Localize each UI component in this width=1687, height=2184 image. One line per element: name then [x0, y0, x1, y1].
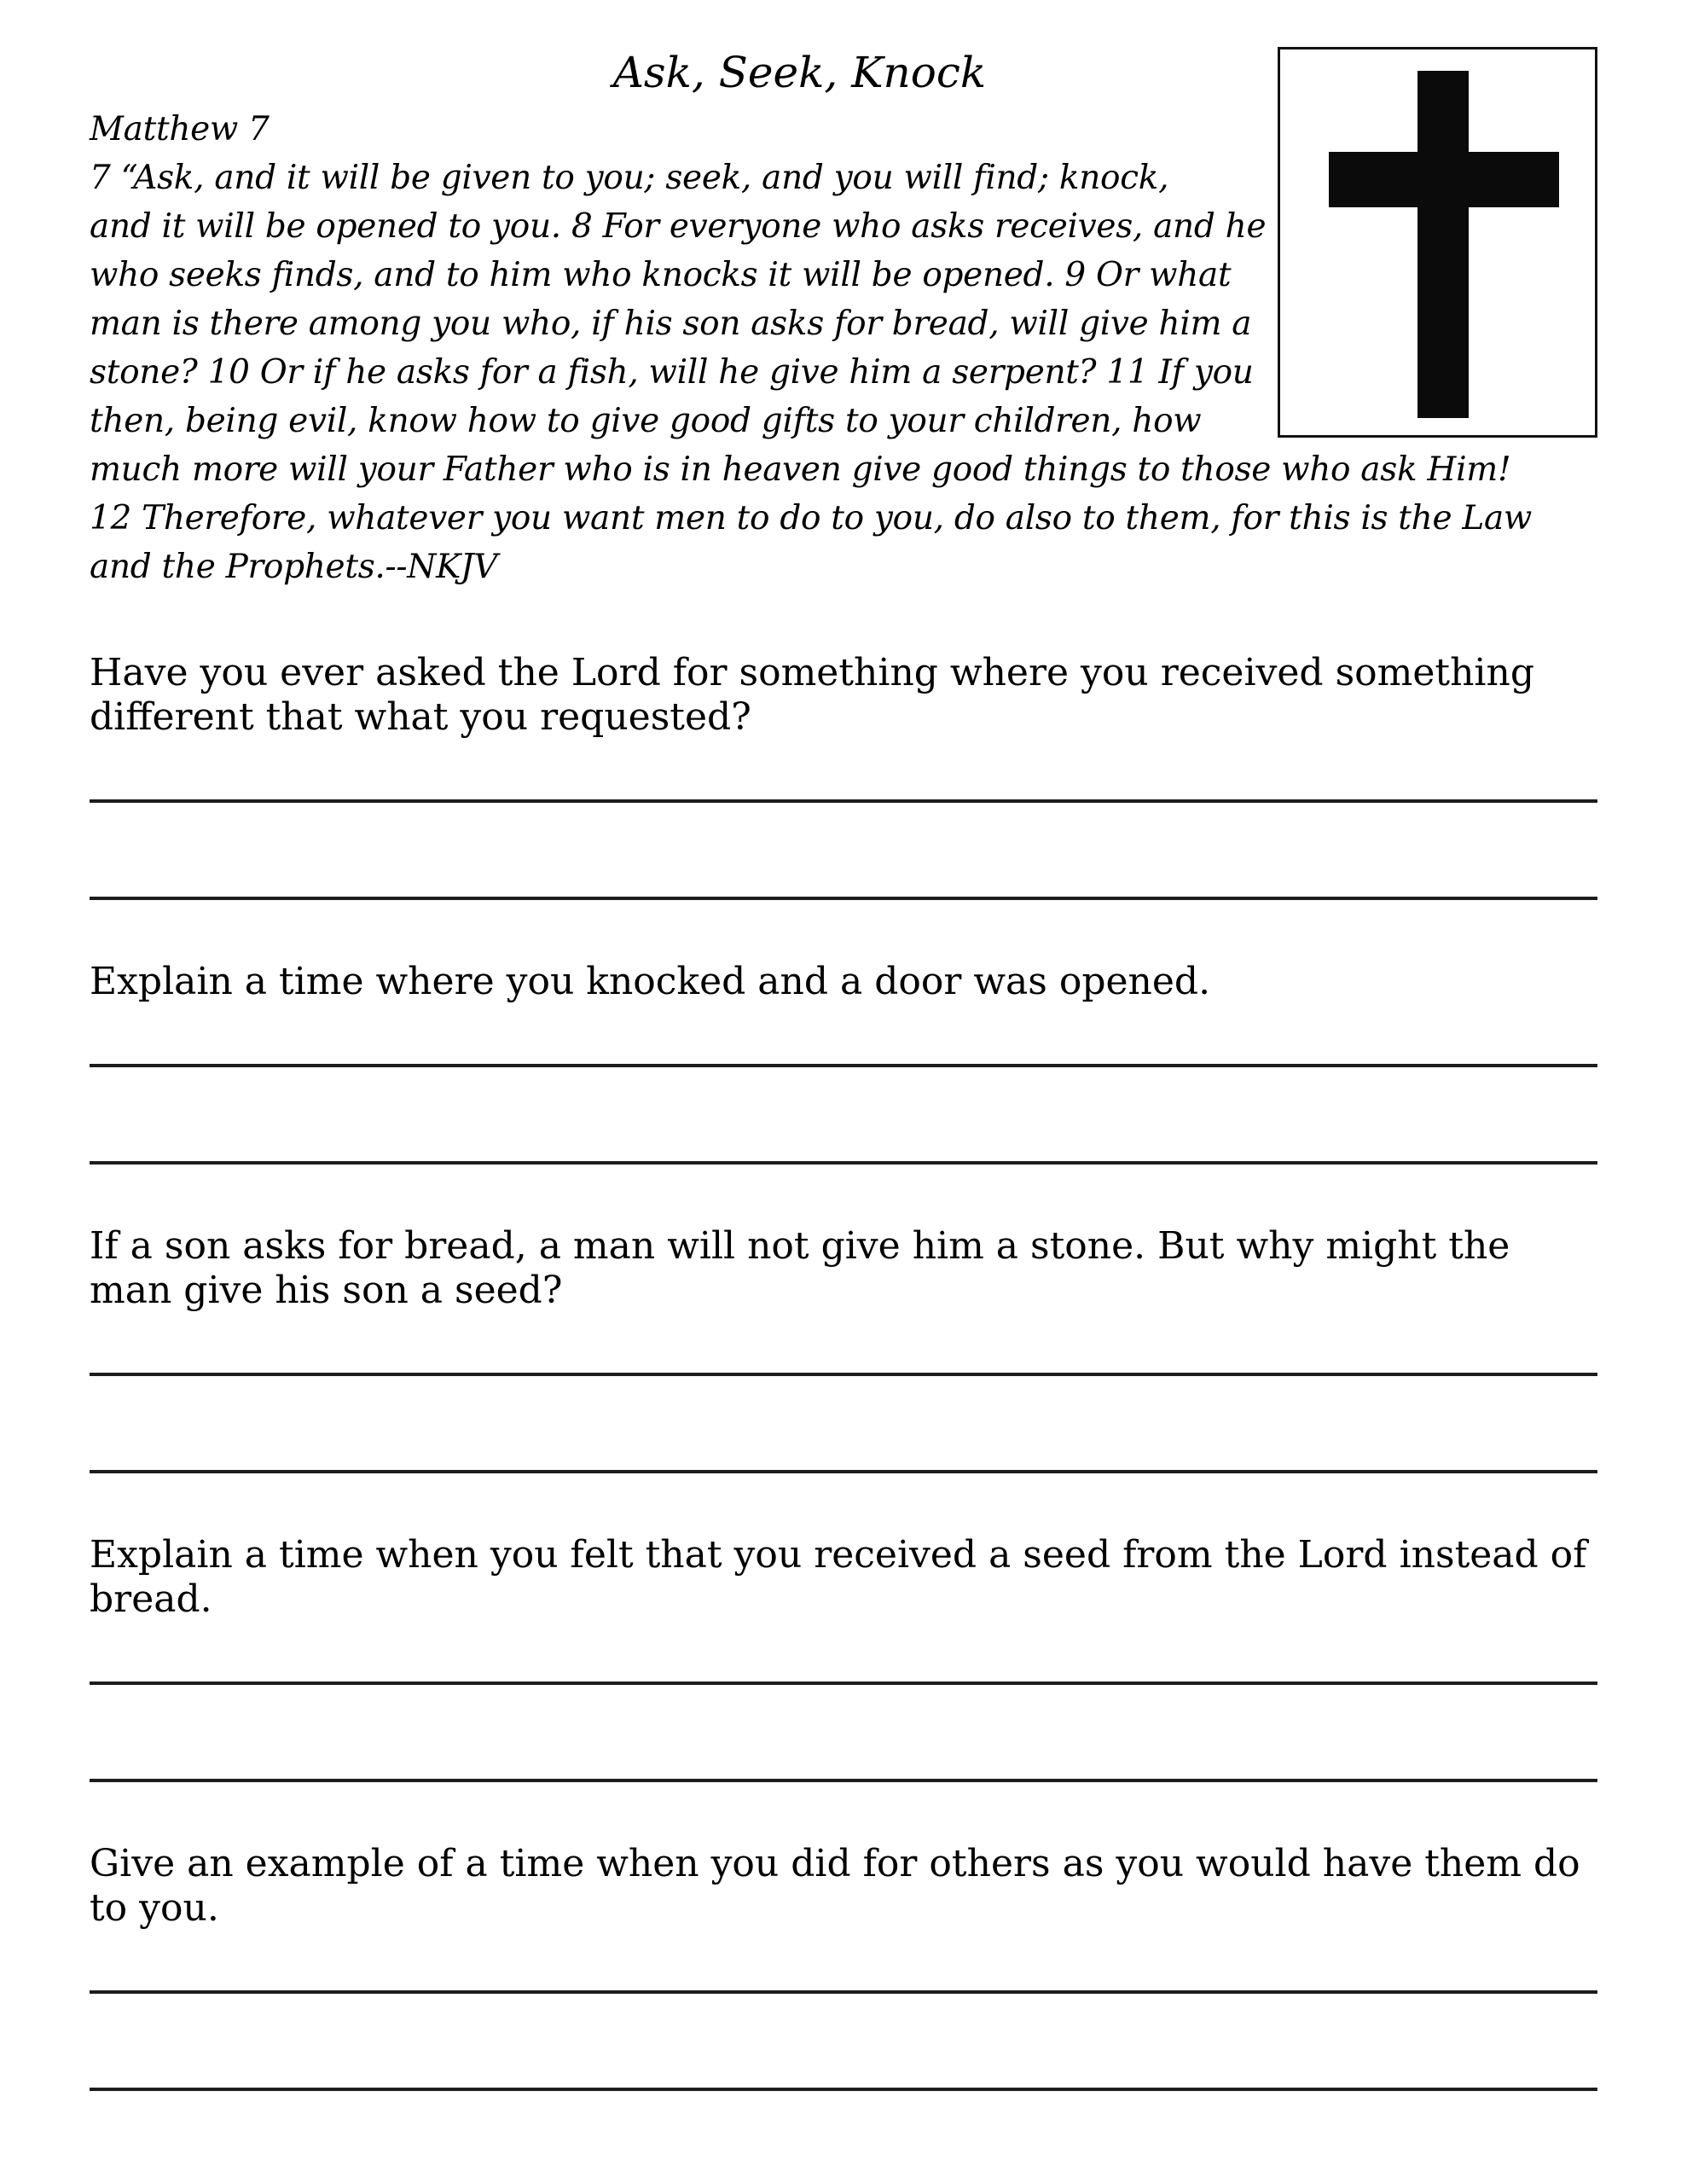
cross-image — [1278, 47, 1597, 438]
scripture-reference: Matthew 7 — [90, 110, 270, 148]
question-block — [90, 651, 1597, 900]
answer-line — [90, 1004, 1597, 1067]
question-block — [90, 960, 1597, 1165]
scripture-line: 7 “Ask, and it will be given to you; seek, and you will find; knock, — [90, 159, 1169, 197]
answer-line — [90, 1994, 1597, 2091]
scripture-line: stone? 10 Or if he asks for a fish, will he give him a serpent? 11 If you — [90, 353, 1254, 392]
answer-line — [90, 1313, 1597, 1376]
scripture-line: and it will be opened to you. 8 For everyone who asks receives, and he — [90, 207, 1267, 246]
question-text: Explain a time where you knocked and a door was opened. — [90, 960, 1211, 1003]
answer-line — [90, 1376, 1597, 1473]
answer-line — [90, 740, 1597, 803]
page-title: Ask, Seek, Knock — [612, 48, 987, 97]
question-text: Explain a time when you felt that you received a seed from the Lord instead of bread. — [90, 1533, 1587, 1621]
answer-line — [90, 1622, 1597, 1685]
answer-line — [90, 1685, 1597, 1782]
scripture-line: much more will your Father who is in heaven give good things to those who ask Him! — [90, 450, 1511, 489]
questions-section — [90, 651, 1597, 2091]
question-block — [90, 1533, 1597, 1782]
scripture-line: then, being evil, know how to give good gifts to your children, how — [90, 402, 1202, 440]
question-text: If a son asks for bread, a man will not give him a stone. But why might the man give his son a seed? — [90, 1224, 1510, 1312]
cross-icon-arm — [1329, 152, 1558, 208]
question-block — [90, 1842, 1597, 2091]
answer-line — [90, 1067, 1597, 1165]
question-block — [90, 1224, 1597, 1473]
scripture-line: 12 Therefore, whatever you want men to do to you, do also to them, for this is the Law — [90, 499, 1533, 537]
cross-icon — [1417, 71, 1470, 418]
scripture-line: man is there among you who, if his son asks for bread, will give him a — [90, 305, 1252, 343]
question-text: Have you ever asked the Lord for something where you received something different that what you requested? — [90, 651, 1534, 739]
answer-line — [90, 803, 1597, 900]
question-text: Give an example of a time when you did for others as you would have them do to you. — [90, 1842, 1580, 1930]
scripture-line: who seeks finds, and to him who knocks it will be opened. 9 Or what — [90, 256, 1232, 294]
scripture-line: and the Prophets.--NKJV — [90, 548, 498, 586]
answer-line — [90, 1931, 1597, 1994]
